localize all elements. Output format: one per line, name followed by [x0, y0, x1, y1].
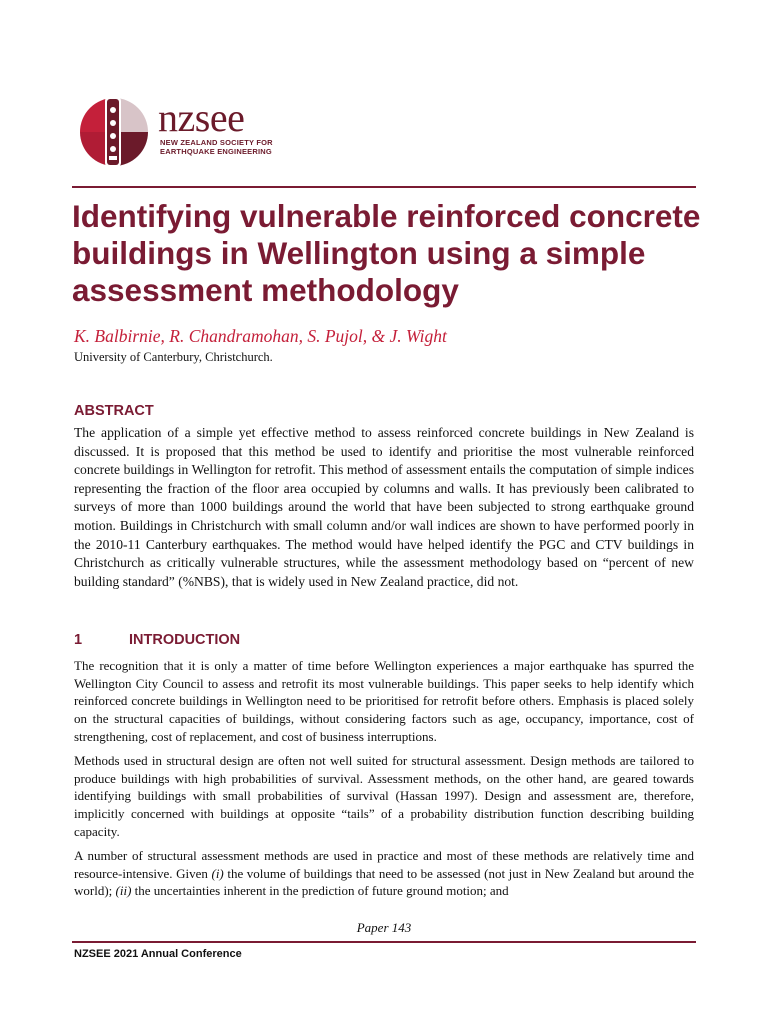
intro-paragraph-2: Methods used in structural design are often not well suited for structural assessment. Design methods are tailored to produce buildings with high probabilities of survival. Assessment methods, on the other hand, are geared towards identifying buildings with small probabilities of survival (Hassan 1997). Design and assessment are, therefore, implicitly concerned with buildings at opposite “tails” of a probability distribution function describing building capacity.: [74, 753, 694, 839]
intro-paragraph-3: A number of structural assessment methods are used in practice and most of these methods are relatively time and resource-intensive. Given (i) the volume of buildings that need to be assessed (not just in New Zealand but around the world); (ii) the uncertainties inherent in the prediction of future ground motion; and: [74, 848, 695, 899]
introduction-heading: [74, 631, 240, 649]
section-title: INTRODUCTION: [129, 632, 241, 648]
section-number: 1: [74, 632, 83, 648]
abstract-body: The application of a simple yet effective method to assess reinforced concrete buildings in New Zealand is discussed. It is proposed that this method be used to identify and prioritise the most vulnerable reinforced concrete buildings in Wellington for retrofit. This method of assessment entails the computation of simple indices representing the fraction of the floor area occupied by columns and walls. It has previously been calibrated to surveys of more than 1000 buildings around the world that have been subjected to strong earthquake ground motion. Buildings in Christchurch with small column and/or wall indices are shown to have performed poorly in the 2010-11 Canterbury earthquakes. The method would have helped identify the PGC and CTV buildings in Christchurch as critically vulnerable structures, while the assessment methodology based on “percent of new building standard” (%NBS), that is widely used in New Zealand practice, did not.: [74, 425, 694, 589]
authors: K. Balbirnie, R. Chandramohan, S. Pujol, & J. Wight: [74, 326, 447, 346]
abstract-heading: ABSTRACT: [74, 403, 154, 419]
header-rule: [72, 186, 696, 188]
paper-title: Identifying vulnerable reinforced concrete buildings in Wellington using a simple assessment methodology: [72, 198, 701, 308]
intro-paragraph-1: The recognition that it is only a matter of time before Wellington experiences a major earthquake has spurred the Wellington City Council to assess and retrofit its most vulnerable buildings. This paper seeks to help identify which reinforced concrete buildings in Wellington need to be prioritised for retrofit before others. Emphasis is placed solely on the structural capacities of buildings, without considering factors such as age, occupancy, importance, cost of strengthening, cost of replacement, and cost of business interruptions.: [74, 658, 694, 744]
conference-footer: NZSEE 2021 Annual Conference: [74, 948, 242, 960]
logo-subtitle: NEW ZEALAND SOCIETY FOR EARTHQUAKE ENGINEERING: [160, 138, 273, 156]
affiliation: University of Canterbury, Christchurch.: [74, 350, 273, 364]
nzsee-emblem-icon: [76, 96, 152, 168]
nzsee-logo: [76, 96, 276, 168]
footer-rule: [72, 941, 696, 943]
logo-wordmark: nzsee: [158, 95, 245, 140]
paper-number: Paper 143: [356, 920, 412, 935]
